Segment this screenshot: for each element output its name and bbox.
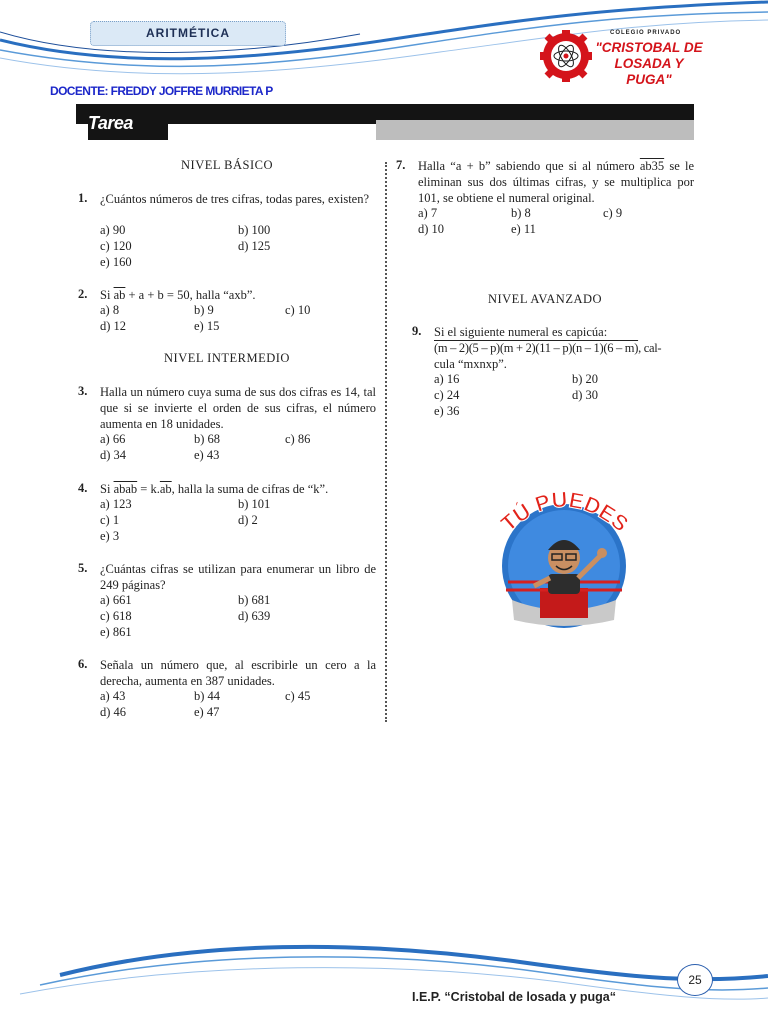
question-4 [78, 481, 376, 545]
option-d: d) 639 [238, 609, 271, 623]
option-d: d) 125 [238, 239, 271, 253]
option-e: e) 43 [194, 448, 220, 462]
option-e: e) 47 [194, 705, 220, 719]
school-name-line2: LOSADA Y PUGA" [614, 56, 684, 87]
basic-level-title: NIVEL BÁSICO [181, 158, 273, 172]
question-number: 9. [412, 324, 422, 338]
question-text: ¿Cuántos números de tres cifras, todas pares, existen? [100, 192, 370, 206]
option-d: d) 2 [238, 513, 258, 527]
question-number: 7. [396, 158, 406, 172]
question-text: ¿Cuántas cifras se utilizan para enumerar un libro de 249 páginas? [100, 562, 376, 592]
option-c: c) 618 [100, 609, 132, 623]
option-c: c) 1 [100, 513, 120, 527]
option-a: a) 66 [100, 432, 126, 446]
question-3 [78, 384, 376, 464]
teacher-name: DOCENTE: FREDDY JOFFRE MURRIETA P [50, 84, 273, 98]
option-c: c) 10 [285, 303, 311, 317]
question-6 [78, 657, 376, 721]
badge-text: TÚ PUEDES [495, 486, 634, 537]
option-d: d) 12 [100, 319, 127, 333]
option-a: a) 8 [100, 303, 120, 317]
option-a: a) 661 [100, 593, 132, 607]
question-text: Señala un número que, al escribirle un cero a la derecha, aumenta en 387 unidades. [100, 658, 376, 688]
section-title: Tarea [88, 106, 168, 140]
footer-school: I.E.P. “Cristobal de losada y puga“ [412, 990, 616, 1004]
option-d: d) 30 [572, 388, 599, 402]
question-number: 6. [78, 657, 88, 671]
question-2 [78, 287, 376, 335]
overlined-number: $\overline{ab}$ [159, 482, 172, 496]
option-b: b) 9 [194, 303, 214, 317]
question-text: Halla un número cuya suma de sus dos cifras es 14, tal que si se invierte el orden de sus cifras, el número aumenta en 18 unidades. [100, 385, 376, 431]
overlined-number: abab [113, 482, 138, 496]
question-number: 2. [78, 287, 88, 301]
option-c: c) 9 [603, 206, 623, 220]
section-banner [76, 104, 694, 140]
school-name [594, 40, 704, 88]
intermediate-level-title: NIVEL INTERMEDIO [164, 351, 290, 365]
question-text: Si el siguiente numeral es capicúa: (m – 2)(5 – p)(m + 2)(11 – p)(n – 1)(6 – m), cal- cula “mxnxp”. [434, 325, 662, 371]
option-b: b) 68 [194, 432, 221, 446]
question-number: 3. [78, 384, 88, 398]
option-d: d) 34 [100, 448, 127, 462]
question-number: 5. [78, 561, 88, 575]
option-a: a) 43 [100, 689, 126, 703]
overlined-number: (m – 2)(5 – p)(m + 2)(11 – p)(n – 1)(6 – m) [434, 341, 639, 355]
page-number: 25 [677, 964, 713, 996]
question-number: 4. [78, 481, 88, 495]
advanced-level-title: NIVEL AVANZADO [487, 292, 603, 306]
option-c: c) 120 [100, 239, 132, 253]
option-a: a) 123 [100, 497, 132, 511]
option-b: b) 101 [238, 497, 271, 511]
overlined-number: ab35 [639, 159, 665, 173]
option-d: d) 10 [418, 222, 445, 236]
question-1 [78, 191, 376, 271]
question-text: Si $\overline{ab} + a + b = 50$, halla “axb”. [100, 288, 256, 302]
question-7 [396, 158, 694, 238]
option-b: b) 20 [572, 372, 599, 386]
question-text: Halla “a + b” sabiendo que si al número ab35 se le eliminan sus dos últimas cifras, y se multiplica por 101, se obtiene el numeral original. [418, 159, 694, 205]
option-b: b) 44 [194, 689, 221, 703]
question-text: Si abab = $k.\overline{ab}$, halla la suma de cifras de “k”. [100, 482, 329, 496]
school-type-label: COLEGIO PRIVADO [610, 30, 682, 36]
question-number: 1. [78, 191, 88, 205]
option-e: e) 861 [100, 625, 132, 639]
option-c: c) 45 [285, 689, 311, 703]
question-9 [412, 324, 694, 420]
option-b: b) 100 [238, 223, 271, 237]
option-b: b) 8 [511, 206, 531, 220]
overlined-number: $\overline{ab}$ [113, 288, 126, 302]
school-name-line1: "CRISTOBAL DE [595, 40, 703, 55]
option-d: d) 46 [100, 705, 127, 719]
subject-label: ARITMÉTICA [90, 21, 286, 46]
question-5 [78, 561, 376, 641]
option-c: c) 24 [434, 388, 460, 402]
option-a: a) 16 [434, 372, 460, 386]
option-e: e) 3 [100, 529, 120, 543]
column-divider [385, 162, 387, 722]
option-e: e) 36 [434, 404, 460, 418]
option-a: a) 90 [100, 223, 126, 237]
school-gear-logo-icon [540, 30, 600, 82]
option-b: b) 681 [238, 593, 271, 607]
option-e: e) 15 [194, 319, 220, 333]
tu-puedes-badge [478, 470, 648, 630]
option-e: e) 11 [511, 222, 536, 236]
option-c: c) 86 [285, 432, 311, 446]
option-e: e) 160 [100, 255, 132, 269]
option-a: a) 7 [418, 206, 438, 220]
